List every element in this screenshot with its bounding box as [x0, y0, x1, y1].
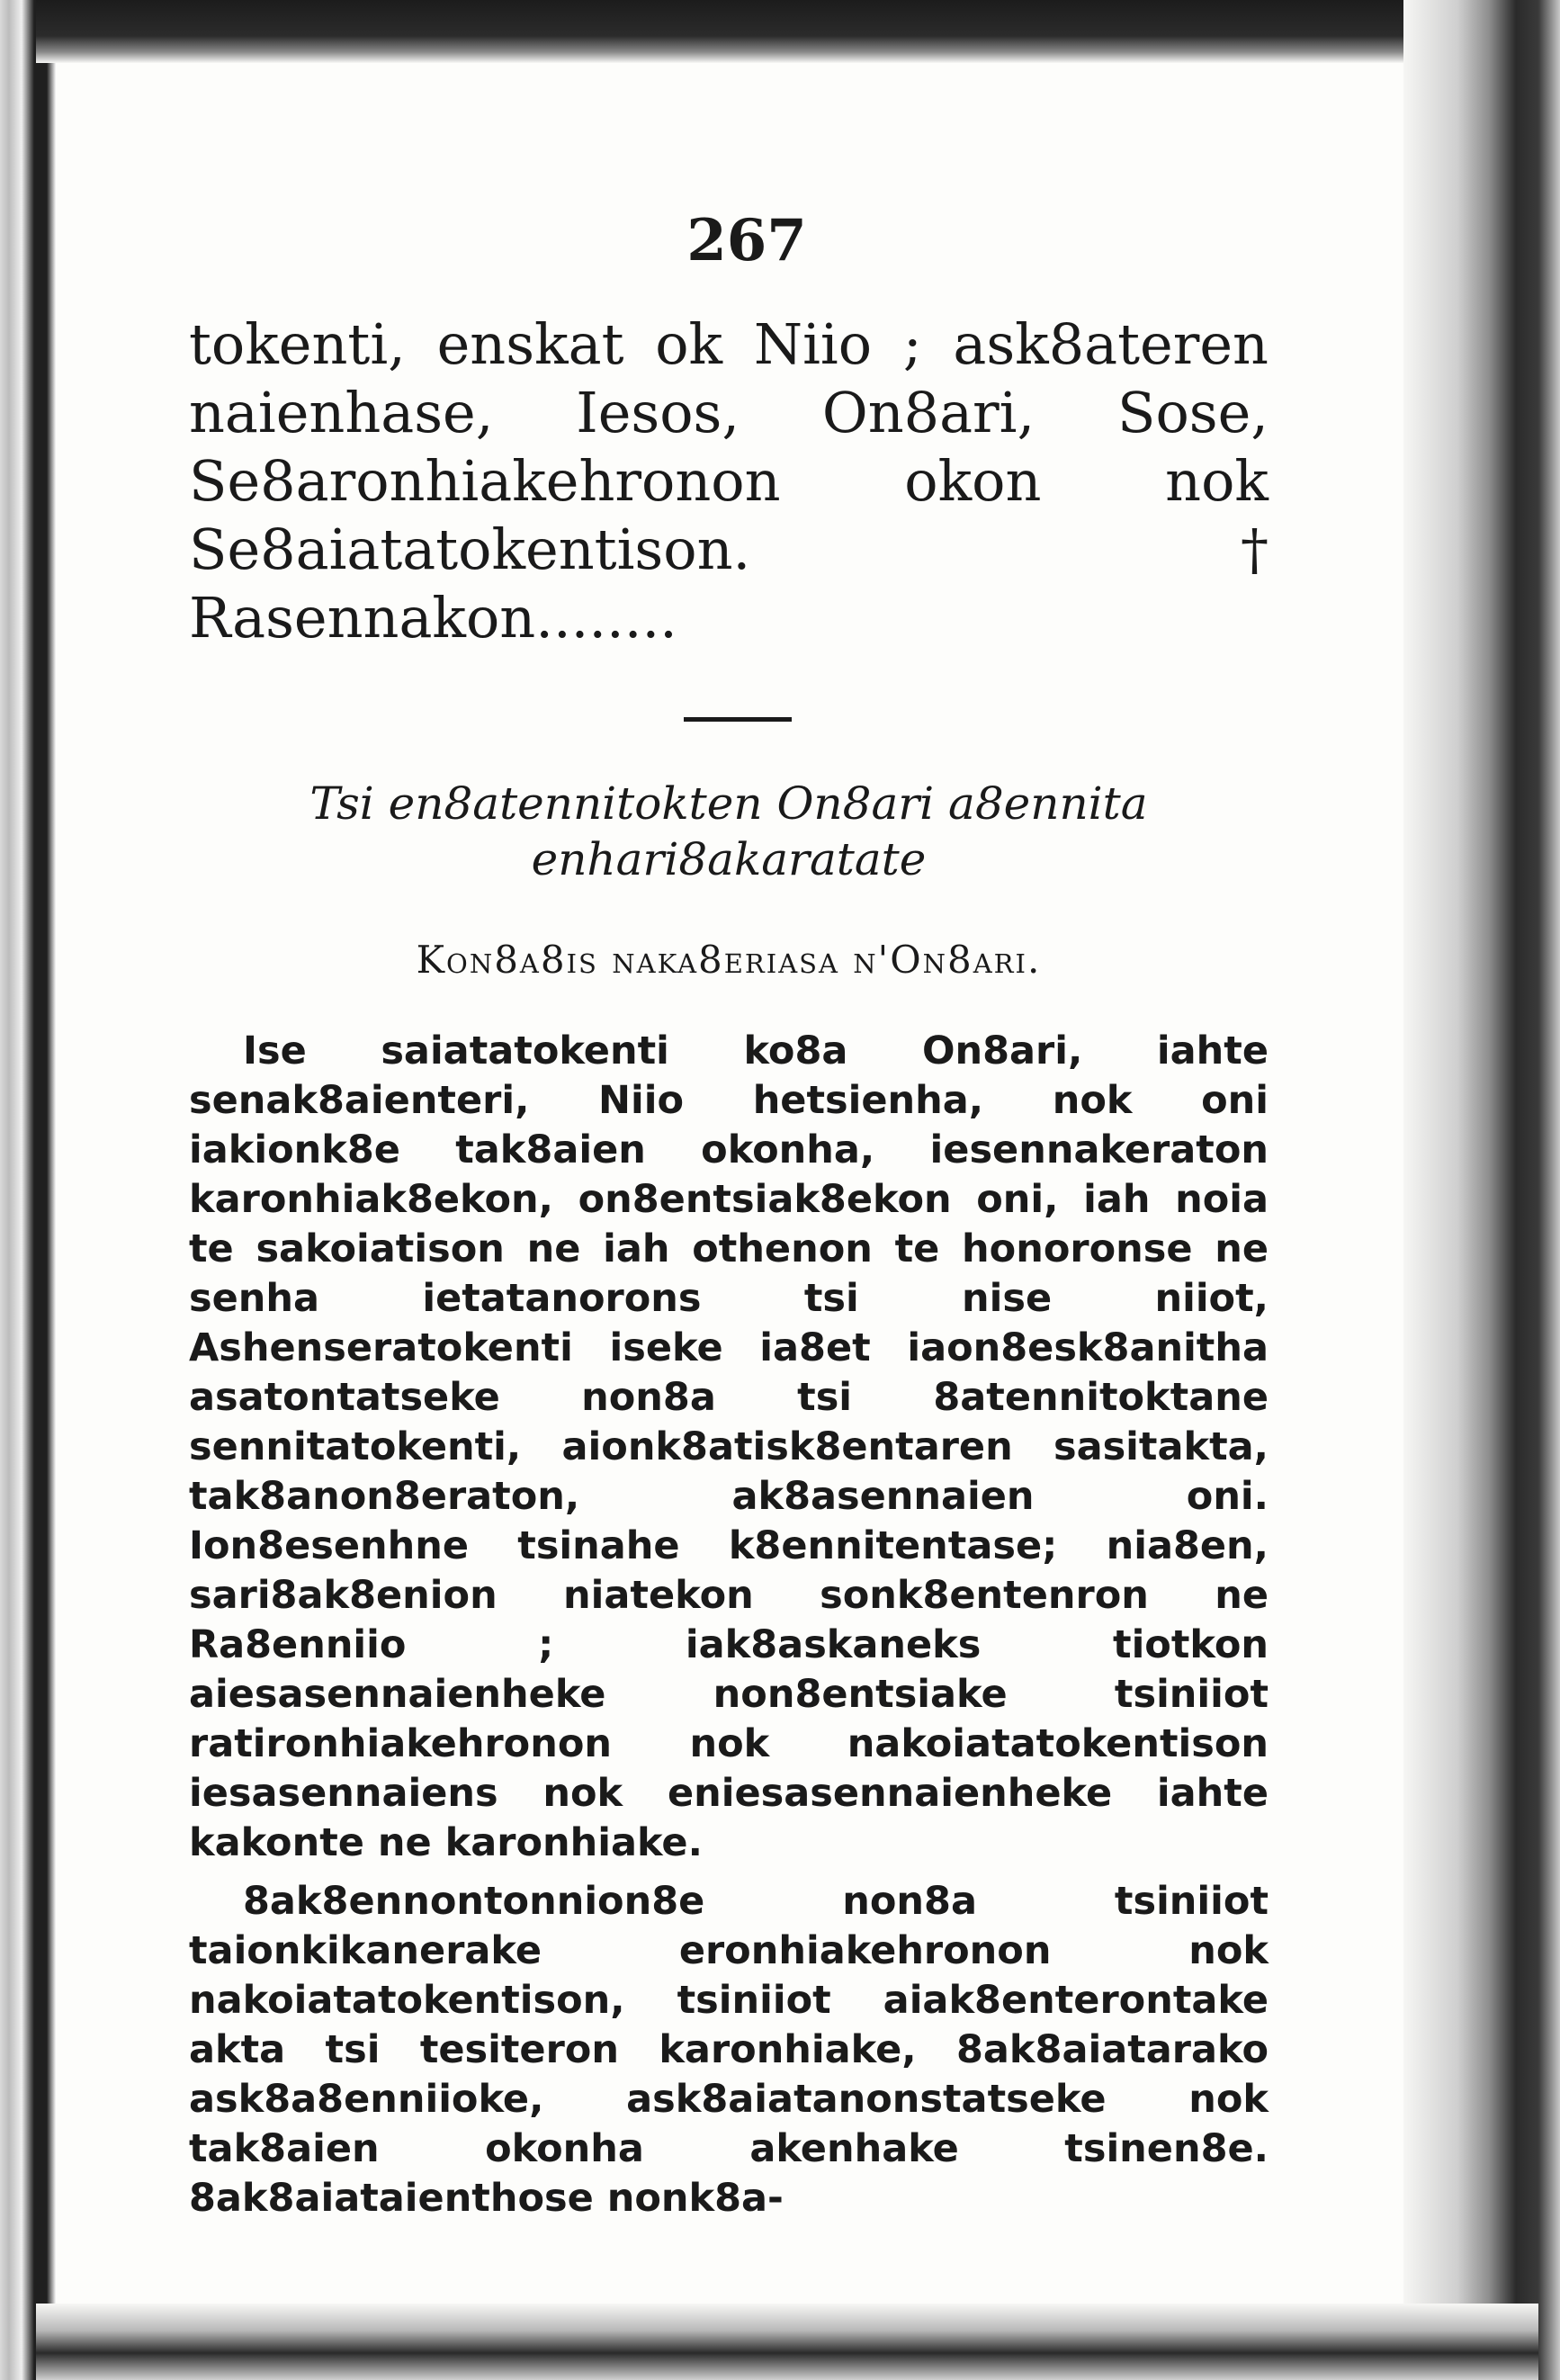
scan-bottom-border	[36, 2304, 1538, 2380]
body-paragraph: 8ak8ennontonnion8e non8a tsiniiot taionkikanerake eronhiakehronon nok nakoiatatokentison, tsiniiot aiak8enterontake akta tsi tesiteron karonhiake, 8ak8aiatarako ask8a8enniioke, ask8aiatanonstatseke nok tak8aien okonha akenhake tsinen8e. 8ak8aiataienthose nonk8a-	[189, 1879, 1269, 2221]
book-page	[189, 207, 1269, 2232]
body-paragraph: Ise saiatatokenti ko8a On8ari, iahte senak8aienteri, Niio hetsienha, nok oni iakionk8e tak8aien okonha, iesennakeraton karonhiak8ekon, on8entsiak8ekon oni, iah noia te sakoiatison ne iah othenon te honoronse ne senha ietatanorons tsi nise niiot, Ashenseratokenti iseke ia8et iaon8esk8anitha asatontatseke non8a tsi 8atennitoktane sennitatokenti, aionk8atisk8entaren sasitakta, tak8anon8eraton, ak8asennaien oni. Ion8esenhne tsinahe k8ennitentase; nia8en, sari8ak8enion niatekon sonk8entenron ne Ra8enniio ; iak8askaneks tiotkon aiesasennaienheke non8entsiake tsiniiot ratironhiakehronon nok nakoiatatokentison iesasennaiens nok eniesasennaienheke iahte kakonte ne karonhiake.	[189, 1028, 1269, 1865]
book-spine-edge	[0, 0, 56, 2380]
section-title: Tsi en8atennitokten On8ari a8ennita enhari8akaratate	[309, 777, 1148, 885]
section-divider	[684, 717, 792, 722]
continuation-paragraph: tokenti, enskat ok Niio ; ask8ateren naienhase, Iesos, On8ari, Sose, Se8aronhiakehronon okon nok Se8aiatatokentison. † Rasennakon........	[189, 311, 1269, 651]
section-subheading: Kon8a8is naka8eriasa n'On8ari.	[416, 938, 1042, 982]
scan-top-border	[36, 0, 1520, 63]
page-stack-edge	[1403, 0, 1560, 2380]
page-number: 267	[686, 207, 807, 274]
